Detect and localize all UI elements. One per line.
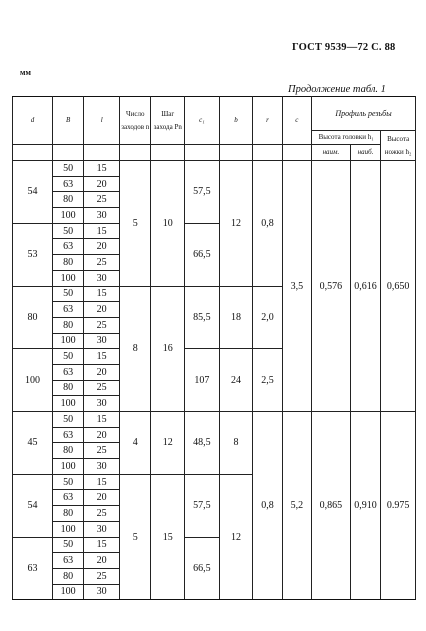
cell-B: 50 [52, 349, 83, 365]
cell-r: 2,0 [253, 286, 282, 349]
cell-pn: 16 [151, 286, 185, 412]
cell-c1: 48,5 [185, 412, 220, 475]
table-continuation: Продолжение табл. 1 [288, 84, 386, 95]
cell-b: 24 [219, 349, 253, 412]
cell-B: 63 [52, 490, 83, 506]
cell-B: 63 [52, 427, 83, 443]
cell-d: 63 [13, 537, 53, 600]
cell-d: 53 [13, 223, 53, 286]
cell-h2: 0,650 [381, 161, 416, 412]
cell-l: 25 [84, 443, 120, 459]
header-h2: Высота ножки h₂ [381, 131, 416, 161]
cell-b: 12 [219, 474, 253, 600]
header-c: c [282, 97, 311, 145]
cell-B: 50 [52, 286, 83, 302]
header-profile: Профиль резьбы [312, 97, 416, 131]
cell-c1: 57,5 [185, 474, 220, 537]
header-h1-max: наиб. [350, 145, 380, 161]
cell-l: 30 [84, 396, 120, 412]
table-row [13, 412, 416, 428]
cell-B: 100 [52, 459, 83, 475]
header-pn: Шаг захода Pn [151, 97, 185, 145]
cell-r: 0,8 [253, 412, 282, 600]
cell-d: 45 [13, 412, 53, 475]
cell-l: 30 [84, 521, 120, 537]
cell-r: 2,5 [253, 349, 282, 412]
cell-l: 20 [84, 490, 120, 506]
header-c1: c₁ [185, 97, 220, 145]
cell-B: 63 [52, 364, 83, 380]
cell-h1-min: 0,576 [312, 161, 351, 412]
cell-l: 30 [84, 333, 120, 349]
cell-l: 15 [84, 223, 120, 239]
cell-B: 50 [52, 537, 83, 553]
cell-pn: 15 [151, 474, 185, 600]
cell-l: 15 [84, 412, 120, 428]
cell-c1: 66,5 [185, 537, 220, 600]
cell-c: 3,5 [282, 161, 311, 412]
cell-B: 80 [52, 443, 83, 459]
cell-c1: 66,5 [185, 223, 220, 286]
cell-l: 20 [84, 427, 120, 443]
cell-B: 100 [52, 270, 83, 286]
cell-l: 15 [84, 474, 120, 490]
header-h1-min: наим. [312, 145, 351, 161]
header-l: l [84, 97, 120, 145]
cell-B: 63 [52, 302, 83, 318]
cell-l: 20 [84, 239, 120, 255]
cell-b: 18 [219, 286, 253, 349]
header-B: B [52, 97, 83, 145]
header-d: d [13, 97, 53, 145]
cell-l: 30 [84, 208, 120, 224]
thread-table [12, 96, 416, 600]
cell-B: 80 [52, 506, 83, 522]
cell-l: 15 [84, 286, 120, 302]
cell-B: 50 [52, 412, 83, 428]
cell-B: 100 [52, 521, 83, 537]
cell-d: 54 [13, 474, 53, 537]
cell-B: 80 [52, 380, 83, 396]
cell-B: 63 [52, 176, 83, 192]
cell-l: 25 [84, 255, 120, 271]
cell-n: 8 [120, 286, 151, 412]
cell-h1-min: 0,865 [312, 412, 351, 600]
cell-l: 30 [84, 584, 120, 600]
cell-l: 15 [84, 537, 120, 553]
cell-l: 20 [84, 176, 120, 192]
cell-B: 63 [52, 553, 83, 569]
cell-B: 63 [52, 239, 83, 255]
cell-c: 5,2 [282, 412, 311, 600]
cell-n: 4 [120, 412, 151, 475]
cell-c1: 107 [185, 349, 220, 412]
cell-l: 15 [84, 161, 120, 177]
cell-n: 5 [120, 474, 151, 600]
cell-B: 80 [52, 192, 83, 208]
cell-l: 20 [84, 364, 120, 380]
header-b: b [219, 97, 253, 145]
cell-B: 100 [52, 208, 83, 224]
header-r: r [253, 97, 282, 145]
cell-B: 100 [52, 584, 83, 600]
cell-l: 30 [84, 270, 120, 286]
cell-c1: 85,5 [185, 286, 220, 349]
cell-h2: 0.975 [381, 412, 416, 600]
cell-h1-max: 0,616 [350, 161, 380, 412]
cell-l: 25 [84, 506, 120, 522]
cell-r: 0,8 [253, 161, 282, 287]
header-n: Число заходов n [120, 97, 151, 145]
cell-l: 20 [84, 302, 120, 318]
header-h1: Высота головки h₁ [312, 131, 381, 145]
cell-b: 8 [219, 412, 253, 475]
cell-l: 25 [84, 317, 120, 333]
cell-l: 30 [84, 459, 120, 475]
cell-l: 25 [84, 568, 120, 584]
cell-h1-max: 0,910 [350, 412, 380, 600]
cell-pn: 10 [151, 161, 185, 287]
cell-B: 80 [52, 568, 83, 584]
cell-l: 25 [84, 192, 120, 208]
cell-l: 20 [84, 553, 120, 569]
cell-B: 80 [52, 317, 83, 333]
cell-n: 5 [120, 161, 151, 287]
cell-B: 50 [52, 223, 83, 239]
unit-label: мм [20, 68, 31, 77]
cell-B: 100 [52, 333, 83, 349]
cell-c1: 57,5 [185, 161, 220, 224]
cell-l: 15 [84, 349, 120, 365]
cell-d: 100 [13, 349, 53, 412]
cell-l: 25 [84, 380, 120, 396]
table-row [13, 161, 416, 177]
page-header: ГОСТ 9539—72 С. 88 [292, 42, 396, 53]
cell-B: 50 [52, 474, 83, 490]
cell-B: 50 [52, 161, 83, 177]
cell-b: 12 [219, 161, 253, 287]
cell-pn: 12 [151, 412, 185, 475]
cell-B: 80 [52, 255, 83, 271]
cell-d: 54 [13, 161, 53, 224]
cell-d: 80 [13, 286, 53, 349]
cell-B: 100 [52, 396, 83, 412]
